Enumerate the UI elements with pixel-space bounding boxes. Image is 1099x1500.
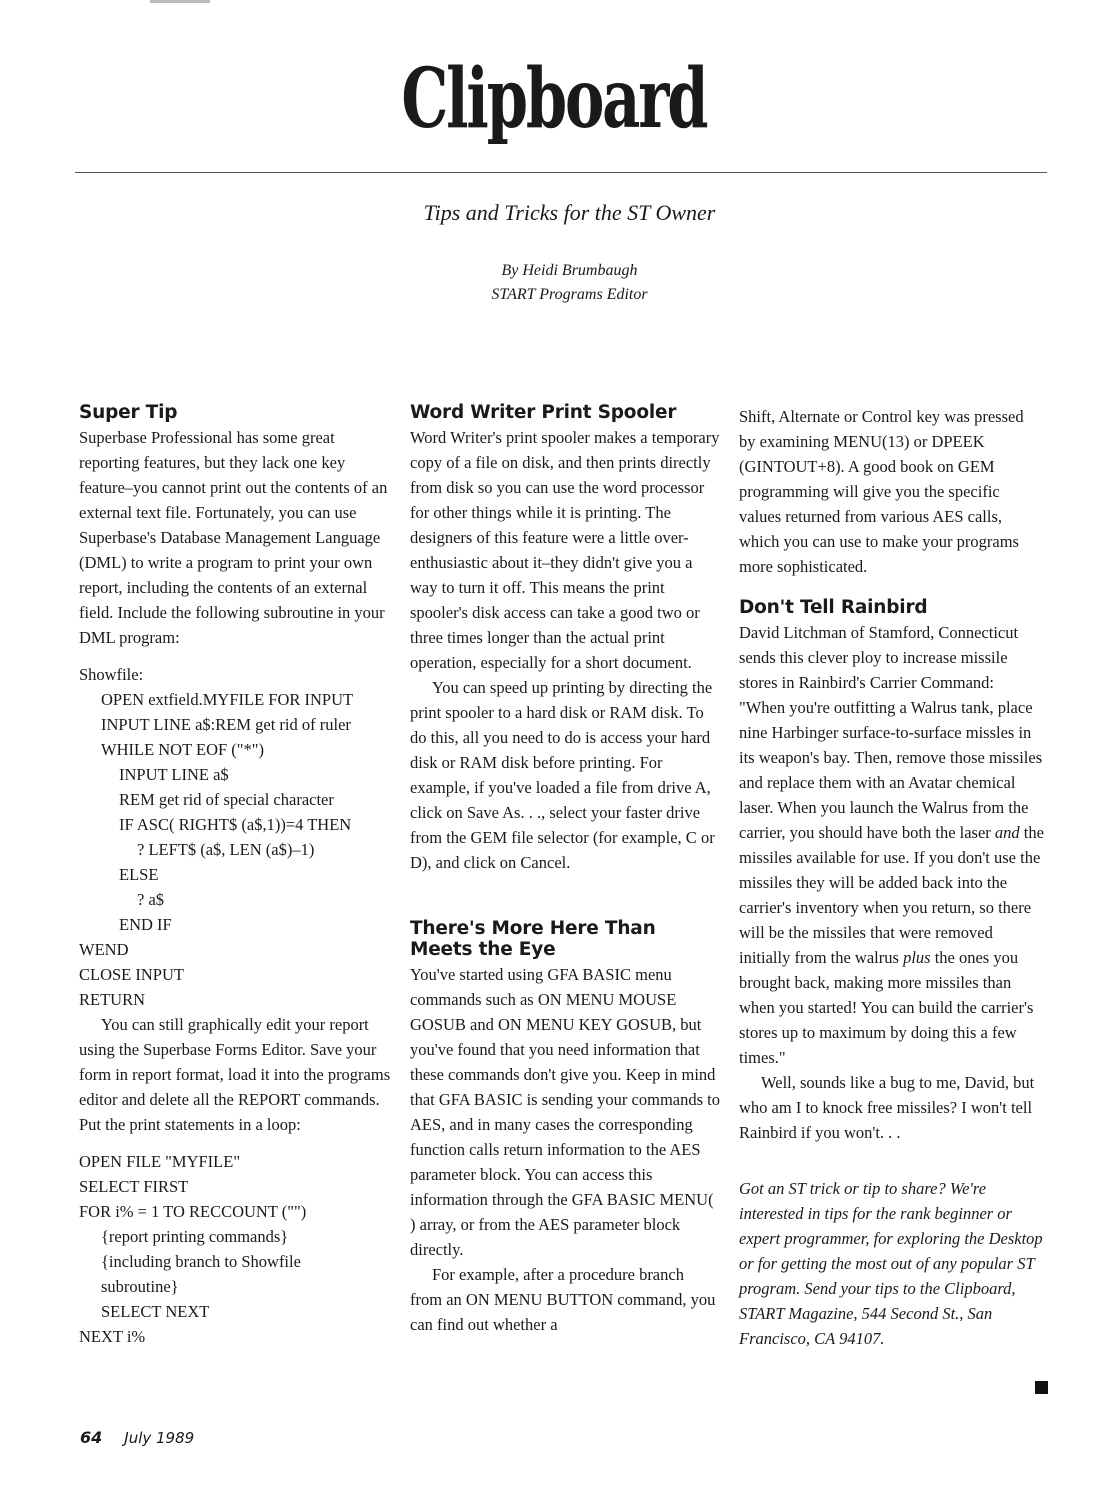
code-line: {report printing commands}	[101, 1227, 289, 1246]
paragraph: You've started using GFA BASIC menu commands such as ON MENU MOUSE GOSUB and ON MENU KEY GOSUB, but you've found that you need information that these commands don't give you. Keep in mind that GFA BASIC is sending your commands to AES, and in many cases the corresponding function calls return information to the AES parameter block. You can access this information through the GFA BASIC MENU( ) array, or from the AES parameter block directly.	[410, 965, 720, 1259]
code-line: OPEN FILE "MYFILE"	[79, 1152, 241, 1171]
column-2	[410, 402, 720, 1337]
submission-note: Got an ST trick or tip to share? We're interested in tips for the rank beginner or expert programmer, for exploring the Desktop or for getting the most out of any popular ST program. Send your tips to the Clipboard, START Magazine, 544 Second St., San Francisco, CA 94107.	[739, 1179, 1043, 1348]
paragraph: Well, sounds like a bug to me, David, but who am I to knock free missiles? I won't tell Rainbird if you won't. . .	[739, 1073, 1035, 1142]
code-line: INPUT LINE a$:REM get rid of ruler	[101, 715, 351, 734]
code-line: Showfile:	[79, 665, 144, 684]
code-line: {including branch to Showfile	[101, 1252, 301, 1271]
page-title: Clipboard	[401, 51, 707, 147]
subtitle: Tips and Tricks for the ST Owner	[423, 200, 716, 225]
paragraph: David Litchman of Stamford, Connecticut sends this clever ploy to increase missile stores in Rainbird's Carrier Command: "When you're outfitting a Walrus tank, place nine Harbinger surface-to-surface missles in its weapon's bay. Then, remove those missiles and replace them with an Avatar chemical laser. When you launch the Walrus from the carrier, you should have both the laser and the missiles available for use. If you don't use the missiles they will be added back into the carrier's inventory when you return, so there will be the missiles that were removed initially from the walrus plus the ones you brought back, making more missiles than when you started! You can build the carrier's stores up to maximum by doing this a few times."	[739, 623, 1044, 1067]
paragraph: For example, after a procedure branch from an ON MENU BUTTON command, you can find out whether a	[410, 1265, 716, 1334]
paragraph: Superbase Professional has some great reporting features, but they lack one key feature–you cannot print out the contents of an external text file. Fortunately, you can use Superbase's Database Management Language (DML) to write a program to print your own report, including the contents of an external field. Include the following subroutine in your DML program:	[79, 428, 388, 647]
code-listing-loop	[79, 1149, 391, 1349]
column-3	[739, 404, 1044, 1351]
issue-date: July 1989	[124, 1429, 195, 1447]
page-edge-mark	[150, 0, 210, 3]
byline	[0, 259, 1099, 307]
section-heading-print-spooler: Word Writer Print Spooler	[410, 402, 677, 423]
code-line: REM get rid of special character	[119, 790, 334, 809]
paragraph: You can speed up printing by directing the print spooler to a hard disk or RAM disk. To do this, all you need to do is access your hard disk or RAM disk before printing. For example, if you've loaded a file from drive A, click on Save As. . ., select your faster drive from the GEM file selector (for example, C or D), and click on Cancel.	[410, 678, 715, 872]
code-line: ? LEFT$ (a$, LEN (a$)–1)	[137, 840, 315, 859]
code-line: SELECT NEXT	[101, 1302, 210, 1321]
code-line: ELSE	[119, 865, 159, 884]
section-heading-rainbird: Don't Tell Rainbird	[739, 597, 928, 618]
paragraph: Shift, Alternate or Control key was pressed by examining MENU(13) or DPEEK (GINTOUT+8). A good book on GEM programming will give you the specific values returned from various AES calls, which you can use to make your programs more sophisticated.	[739, 407, 1024, 576]
end-of-article-mark	[1035, 1381, 1048, 1394]
code-line: subroutine}	[101, 1277, 179, 1296]
code-line: RETURN	[79, 990, 145, 1009]
code-line: FOR i% = 1 TO RECCOUNT ("")	[79, 1202, 307, 1221]
code-line: SELECT FIRST	[79, 1177, 189, 1196]
column-1	[79, 402, 391, 1349]
code-line: OPEN extfield.MYFILE FOR INPUT	[101, 690, 354, 709]
code-line: END IF	[119, 915, 172, 934]
code-line: IF ASC( RIGHT$ (a$,1))=4 THEN	[119, 815, 352, 834]
section-heading-super-tip: Super Tip	[79, 402, 178, 423]
code-listing-showfile	[79, 662, 391, 1012]
code-line: WHILE NOT EOF ("*")	[101, 740, 265, 759]
code-line: ? a$	[137, 890, 165, 909]
author-title: START Programs Editor	[491, 286, 648, 303]
code-line: NEXT i%	[79, 1327, 146, 1346]
page-number: 64	[80, 1428, 103, 1447]
author-name: By Heidi Brumbaugh	[501, 262, 638, 279]
title-rule	[75, 172, 1047, 173]
paragraph: You can still graphically edit your report using the Superbase Forms Editor. Save your form in report format, load it into the programs editor and delete all the REPORT commands. Put the print statements in a loop:	[79, 1015, 391, 1134]
section-heading-more-than-meets-eye: There's More Here Than Meets the Eye	[410, 918, 656, 960]
page-footer	[80, 1428, 194, 1448]
code-line: CLOSE INPUT	[79, 965, 184, 984]
code-line: INPUT LINE a$	[119, 765, 229, 784]
paragraph: Word Writer's print spooler makes a temporary copy of a file on disk, and then prints directly from disk so you can use the word processor for other things while it is printing. The designers of this feature were a little over-enthusiastic about it–they didn't give you a way to turn it off. This means the print spooler's disk access can take a good two or three times longer than the actual print operation, especially for a short document.	[410, 428, 720, 672]
code-line: WEND	[79, 940, 129, 959]
